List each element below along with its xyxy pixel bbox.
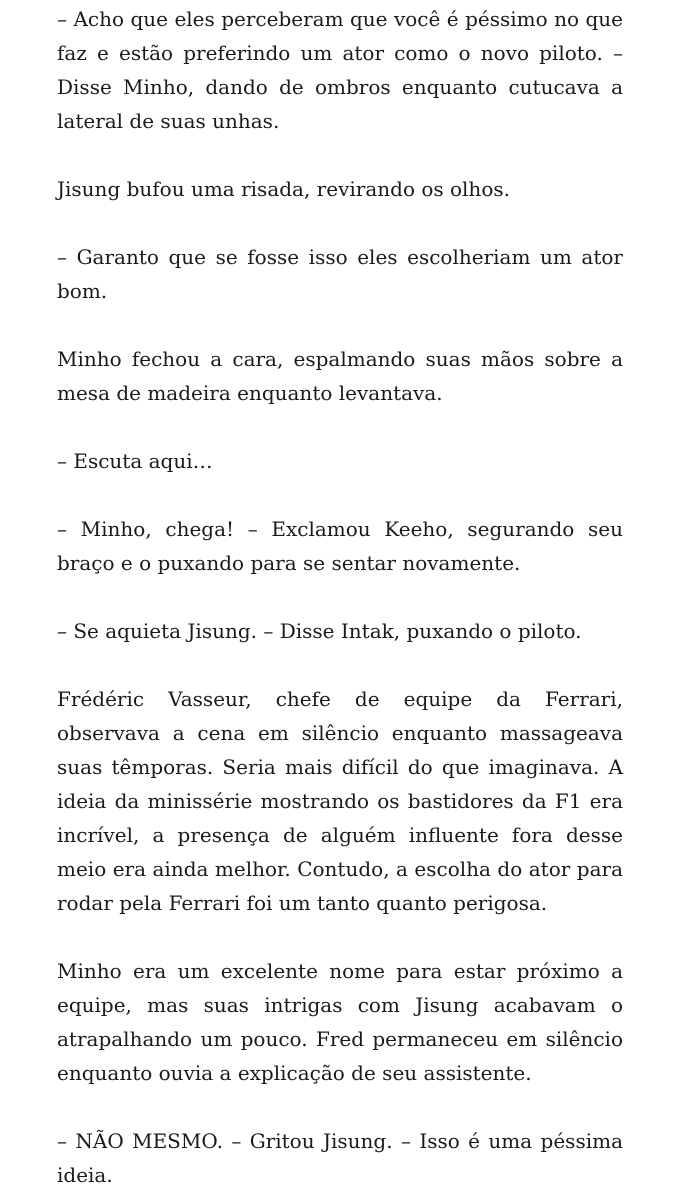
- paragraph: – Acho que eles perceberam que você é péssimo no que faz e estão preferindo um ator como o novo piloto. – Disse Minho, dando de ombros enquanto cutucava a lateral de suas unhas.: [57, 7, 623, 133]
- paragraph: – Se aquieta Jisung. – Disse Intak, puxando o piloto.: [57, 619, 582, 643]
- paragraph: Minho fechou a cara, espalmando suas mãos sobre a mesa de madeira enquanto levantava.: [57, 347, 623, 405]
- paragraph: Frédéric Vasseur, chefe de equipe da Ferrari, observava a cena em silêncio enquanto massageava suas têmporas. Seria mais difícil do que imaginava. A ideia da minissérie mostrando os bastidores da F1 era incrível, a presença de alguém influente fora desse meio era ainda melhor. Contudo, a escolha do ator para rodar pela Ferrari foi um tanto quanto perigosa.: [57, 687, 623, 915]
- paragraph: – Minho, chega! – Exclamou Keeho, segurando seu braço e o puxando para se sentar novamente.: [57, 517, 623, 575]
- paragraph: Jisung bufou uma risada, revirando os olhos.: [57, 177, 510, 201]
- paragraph: – NÃO MESMO. – Gritou Jisung. – Isso é uma péssima ideia.: [57, 1129, 623, 1187]
- story-text: [57, 2, 623, 1192]
- paragraph: – Garanto que se fosse isso eles escolheriam um ator bom.: [57, 245, 623, 303]
- paragraph: – Escuta aqui…: [57, 449, 213, 473]
- paragraph: Minho era um excelente nome para estar próximo a equipe, mas suas intrigas com Jisung acabavam o atrapalhando um pouco. Fred permaneceu em silêncio enquanto ouvia a explicação de seu assistente.: [57, 959, 623, 1085]
